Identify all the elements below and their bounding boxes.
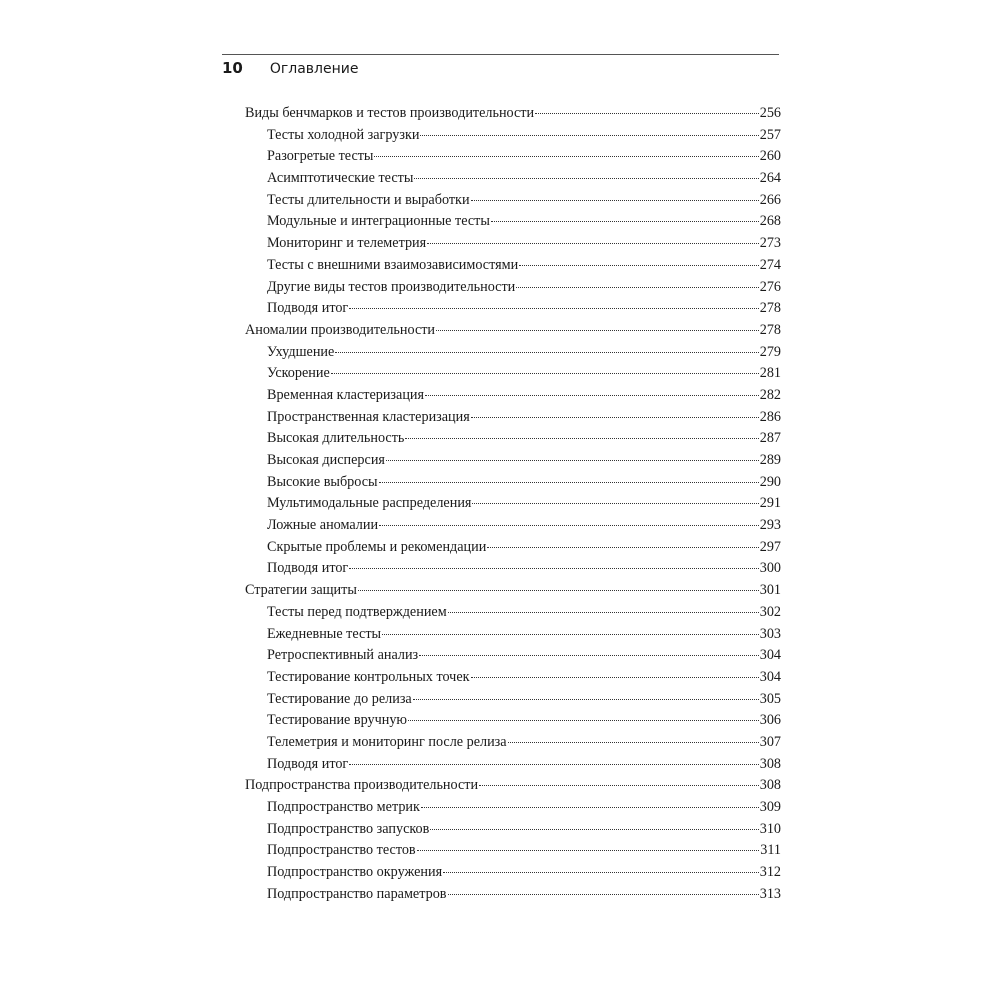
dot-leader: [487, 547, 758, 548]
page-number: 10: [222, 59, 243, 77]
toc-entry-title: Подпространство окружения: [267, 864, 443, 881]
toc-section-entry[interactable]: [245, 103, 781, 125]
toc-entry-title: Ухудшение: [267, 343, 335, 360]
toc-entry-title: Асимптотические тесты: [267, 170, 414, 187]
toc-entry-title: Ускорение: [267, 365, 330, 382]
toc-subsection-entry[interactable]: [245, 602, 781, 624]
toc-subsection-entry[interactable]: [245, 407, 781, 429]
toc-entry-page-number: 293: [759, 517, 781, 534]
toc-subsection-entry[interactable]: [245, 710, 781, 732]
toc-entry-page-number: 304: [759, 668, 781, 685]
toc-subsection-entry[interactable]: [245, 862, 781, 884]
toc-entry-title: Тесты холодной загрузки: [267, 126, 420, 143]
toc-subsection-entry[interactable]: [245, 558, 781, 580]
toc-section-entry[interactable]: [245, 775, 781, 797]
toc-subsection-entry[interactable]: [245, 624, 781, 646]
toc-entry-page-number: 264: [759, 170, 781, 187]
toc-entry-title: Мультимодальные распределения: [267, 495, 472, 512]
toc-entry-title: Тесты длительности и выработки: [267, 191, 470, 208]
dot-leader: [519, 265, 759, 266]
toc-entry-title: Ежедневные тесты: [267, 625, 382, 642]
toc-entry-page-number: 291: [759, 495, 781, 512]
toc-entry-page-number: 309: [759, 799, 781, 815]
toc-subsection-entry[interactable]: [245, 689, 781, 711]
toc-entry-title: Подводя итог: [267, 300, 349, 317]
toc-entry-title: Временная кластеризация: [267, 386, 425, 403]
dot-leader: [417, 850, 760, 851]
toc-entry-page-number: 290: [759, 473, 781, 490]
dot-leader: [358, 590, 759, 591]
toc-entry-page-number: 279: [759, 343, 781, 360]
toc-subsection-entry[interactable]: [245, 125, 781, 147]
toc-section-entry[interactable]: [245, 580, 781, 602]
toc-entry-title: Тесты с внешними взаимозависимостями: [267, 256, 519, 273]
toc-entry-page-number: 308: [759, 755, 781, 772]
toc-entry-page-number: 304: [759, 647, 781, 664]
toc-entry-title: Высокая длительность: [267, 430, 405, 447]
dot-leader: [382, 634, 759, 635]
toc-entry-page-number: 256: [759, 105, 781, 121]
toc-subsection-entry[interactable]: [245, 732, 781, 754]
dot-leader: [331, 373, 759, 374]
toc-entry-page-number: 308: [759, 777, 781, 794]
toc-subsection-entry[interactable]: [245, 146, 781, 168]
table-of-contents: [245, 103, 781, 905]
toc-subsection-entry[interactable]: [245, 363, 781, 385]
toc-entry-page-number: 282: [759, 386, 781, 403]
toc-entry-title: Тесты перед подтверждением: [267, 603, 447, 620]
toc-subsection-entry[interactable]: [245, 472, 781, 494]
dot-leader: [386, 460, 759, 461]
dot-leader: [413, 699, 759, 700]
dot-leader: [349, 568, 758, 569]
dot-leader: [414, 178, 758, 179]
toc-entry-page-number: 278: [759, 300, 781, 317]
toc-entry-title: Аномалии производительности: [245, 321, 436, 338]
toc-subsection-entry[interactable]: [245, 840, 781, 862]
toc-subsection-entry[interactable]: [245, 233, 781, 255]
toc-entry-title: Подпространство параметров: [267, 885, 447, 902]
dot-leader: [408, 720, 759, 721]
toc-subsection-entry[interactable]: [245, 298, 781, 320]
dot-leader: [471, 200, 759, 201]
toc-entry-page-number: 303: [759, 625, 781, 642]
toc-entry-page-number: 286: [759, 408, 781, 425]
toc-entry-page-number: 312: [759, 864, 781, 881]
toc-entry-title: Ретроспективный анализ: [267, 647, 419, 664]
toc-entry-page-number: 302: [759, 603, 781, 620]
toc-entry-page-number: 297: [759, 538, 781, 555]
toc-entry-title: Виды бенчмарков и тестов производительности: [245, 105, 535, 121]
toc-entry-title: Подводя итог: [267, 755, 349, 772]
dot-leader: [516, 287, 758, 288]
toc-entry-title: Тестирование контрольных точек: [267, 668, 470, 685]
toc-entry-title: Мониторинг и телеметрия: [267, 235, 427, 252]
dot-leader: [405, 438, 758, 439]
toc-entry-page-number: 268: [759, 213, 781, 230]
page-header: [222, 59, 358, 79]
toc-entry-title: Подводя итог: [267, 560, 349, 577]
toc-entry-title: Пространственная кластеризация: [267, 408, 470, 425]
dot-leader: [349, 308, 758, 309]
dot-leader: [379, 482, 759, 483]
toc-entry-page-number: 307: [759, 733, 781, 750]
toc-entry-page-number: 257: [759, 126, 781, 143]
toc-subsection-entry[interactable]: [245, 667, 781, 689]
toc-entry-page-number: 273: [759, 235, 781, 252]
toc-subsection-entry[interactable]: [245, 819, 781, 841]
dot-leader: [379, 525, 759, 526]
header-rule: [222, 54, 779, 55]
toc-entry-page-number: 266: [759, 191, 781, 208]
toc-entry-title: Скрытые проблемы и рекомендации: [267, 538, 487, 555]
dot-leader: [472, 503, 758, 504]
dot-leader: [419, 655, 759, 656]
toc-subsection-entry[interactable]: [245, 645, 781, 667]
dot-leader: [427, 243, 759, 244]
toc-subsection-entry[interactable]: [245, 797, 781, 819]
dot-leader: [471, 417, 759, 418]
toc-entry-title: Стратегии защиты: [245, 582, 357, 599]
toc-entry-title: Другие виды тестов производительности: [267, 278, 516, 295]
toc-entry-title: Телеметрия и мониторинг после релиза: [267, 733, 507, 750]
toc-entry-page-number: 260: [759, 148, 781, 165]
toc-entry-page-number: 300: [759, 560, 781, 577]
dot-leader: [421, 807, 759, 808]
toc-entry-page-number: 274: [759, 256, 781, 273]
dot-leader: [443, 872, 759, 873]
toc-subsection-entry[interactable]: [245, 168, 781, 190]
toc-entry-title: Высокая дисперсия: [267, 452, 385, 468]
toc-subsection-entry[interactable]: [245, 385, 781, 407]
toc-subsection-entry[interactable]: [245, 255, 781, 277]
toc-subsection-entry[interactable]: [245, 884, 781, 906]
dot-leader: [535, 113, 759, 114]
toc-section-entry[interactable]: [245, 320, 781, 342]
dot-leader: [425, 395, 759, 396]
toc-subsection-entry[interactable]: [245, 537, 781, 559]
dot-leader: [448, 894, 759, 895]
dot-leader: [436, 330, 759, 331]
dot-leader: [349, 764, 758, 765]
toc-entry-title: Подпространство метрик: [267, 799, 420, 815]
dot-leader: [420, 135, 758, 136]
toc-entry-title: Подпространство тестов: [267, 842, 416, 859]
dot-leader: [374, 156, 758, 157]
toc-entry-page-number: 287: [759, 430, 781, 447]
toc-entry-title: Подпространство запусков: [267, 820, 430, 837]
toc-subsection-entry[interactable]: [245, 277, 781, 299]
toc-entry-page-number: 311: [760, 842, 781, 859]
toc-subsection-entry[interactable]: [245, 493, 781, 515]
toc-subsection-entry[interactable]: [245, 450, 781, 472]
toc-entry-page-number: 305: [759, 690, 781, 707]
toc-entry-title: Модульные и интеграционные тесты: [267, 213, 490, 230]
toc-entry-page-number: 301: [759, 582, 781, 599]
toc-entry-title: Разогретые тесты: [267, 148, 374, 165]
toc-entry-page-number: 313: [759, 885, 781, 902]
dot-leader: [335, 352, 758, 353]
toc-subsection-entry[interactable]: [245, 428, 781, 450]
running-title: Оглавление: [269, 61, 359, 77]
toc-subsection-entry[interactable]: [245, 190, 781, 212]
toc-entry-page-number: 276: [759, 278, 781, 295]
toc-subsection-entry[interactable]: [245, 515, 781, 537]
toc-entry-page-number: 310: [759, 820, 781, 837]
toc-entry-page-number: 289: [759, 452, 781, 468]
toc-entry-page-number: 278: [759, 321, 781, 338]
toc-entry-page-number: 281: [759, 365, 781, 382]
toc-entry-title: Высокие выбросы: [267, 473, 378, 490]
toc-entry-page-number: 306: [759, 712, 781, 729]
dot-leader: [479, 785, 759, 786]
dot-leader: [491, 221, 759, 222]
toc-entry-title: Ложные аномалии: [267, 517, 379, 534]
toc-subsection-entry[interactable]: [245, 342, 781, 364]
toc-entry-title: Тестирование до релиза: [267, 690, 412, 707]
dot-leader: [448, 612, 759, 613]
toc-subsection-entry[interactable]: [245, 211, 781, 233]
toc-subsection-entry[interactable]: [245, 754, 781, 776]
toc-entry-title: Подпространства производительности: [245, 777, 479, 794]
dot-leader: [430, 829, 758, 830]
dot-leader: [471, 677, 759, 678]
dot-leader: [508, 742, 759, 743]
toc-entry-title: Тестирование вручную: [267, 712, 408, 729]
